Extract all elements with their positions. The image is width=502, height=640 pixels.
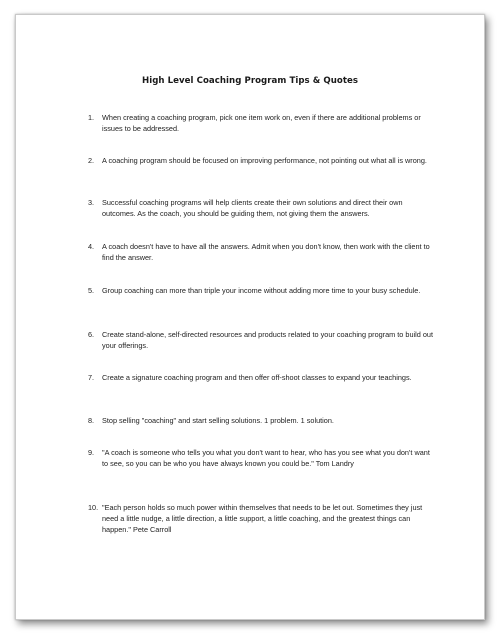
tip-number: 4. — [88, 242, 95, 251]
tip-number: 9. — [88, 448, 95, 457]
tip-text: Create a signature coaching program and then offer off-shoot classes to expand your teachings. — [102, 373, 412, 382]
tip-text: Group coaching can more than triple your income without adding more time to your busy schedule. — [102, 286, 421, 295]
tip-text: Successful coaching programs will help clients create their own solutions and direct their own outcomes. As the coach, you should be guiding them, not giving them the answers. — [102, 198, 403, 218]
tip-number: 8. — [88, 416, 95, 425]
tip-item-3 — [88, 197, 433, 219]
document-title: High Level Coaching Program Tips & Quotes — [141, 76, 359, 86]
tip-number: 7. — [88, 373, 95, 382]
tip-number: 6. — [88, 330, 95, 339]
tip-item-7 — [88, 372, 433, 383]
tip-item-8 — [88, 415, 433, 426]
tip-number: 5. — [88, 286, 95, 295]
tip-item-2 — [88, 155, 433, 166]
tip-text: "Each person holds so much power within themselves that needs to be let out. Sometimes they just need a little nudge, a little direction, a little support, a little coaching, and the greatest things can happen." Pete Carroll — [102, 503, 423, 534]
document-page — [15, 14, 485, 620]
tip-text: A coaching program should be focused on improving performance, not pointing out what all is wrong. — [102, 156, 427, 165]
tip-text: "A coach is someone who tells you what you don't want to hear, who has you see what you don't want to see, so you can be who you have always known you could be." Tom Landry — [102, 448, 430, 468]
tip-number: 2. — [88, 156, 95, 165]
tip-number: 3. — [88, 198, 95, 207]
tip-number: 1. — [88, 113, 95, 122]
tip-text: Stop selling "coaching" and start selling solutions. 1 problem. 1 solution. — [102, 416, 334, 425]
tip-item-10 — [88, 502, 433, 535]
tip-item-6 — [88, 329, 433, 351]
tip-item-4 — [88, 241, 433, 263]
tip-item-5 — [88, 285, 433, 296]
tip-text: When creating a coaching program, pick one item work on, even if there are additional problems or issues to be addressed. — [102, 113, 421, 133]
tip-item-9 — [88, 447, 433, 469]
tip-number: 10. — [88, 503, 99, 512]
tip-text: A coach doesn't have to have all the answers. Admit when you don't know, then work with the client to find the answer. — [102, 242, 430, 262]
tip-item-1 — [88, 112, 433, 134]
tip-text: Create stand-alone, self-directed resources and products related to your coaching program to build out your offerings. — [102, 330, 433, 350]
